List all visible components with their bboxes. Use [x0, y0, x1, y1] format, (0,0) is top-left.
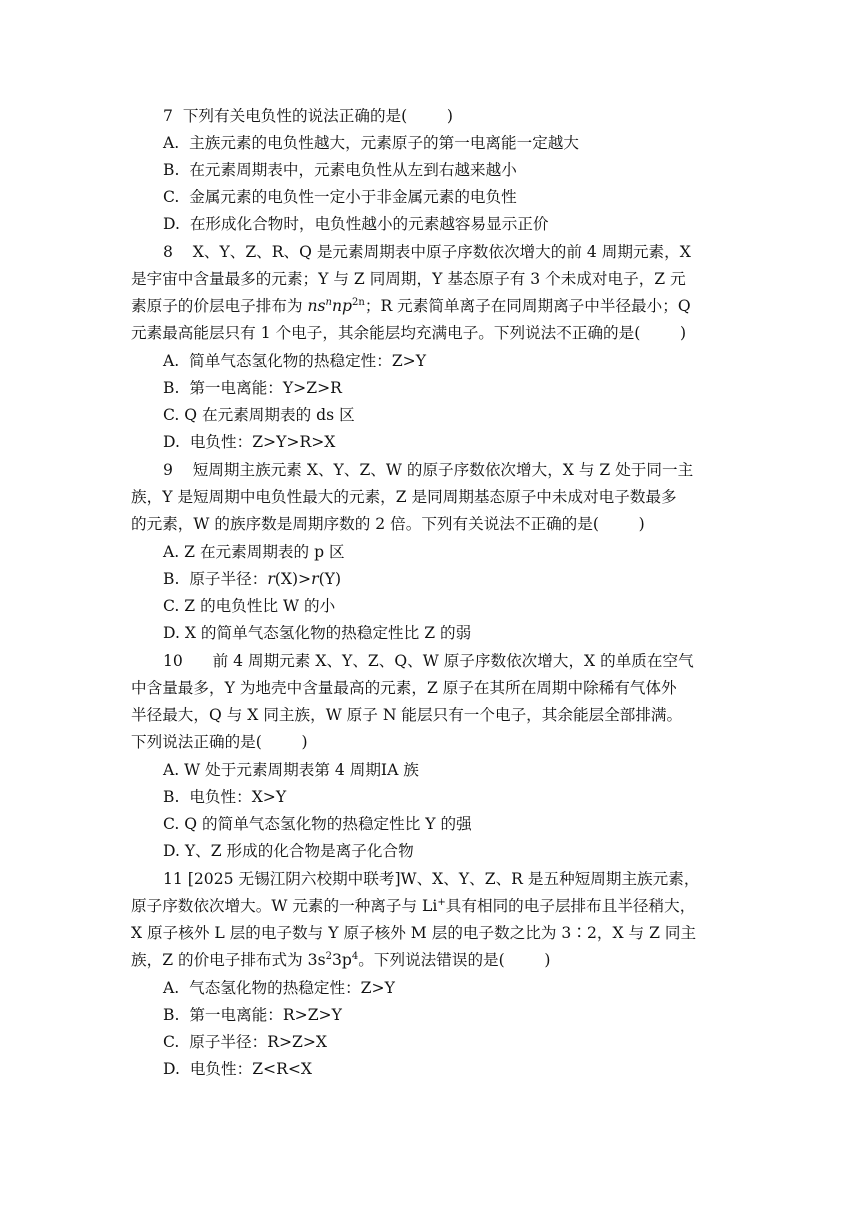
q9-option-b: B. 原子半径：r(X)>r(Y) — [163, 570, 342, 588]
q11-stem-line-4: 族，Z 的价电子排布式为 $3s^23p^4$。下列说法错误的是( ) — [131, 951, 551, 969]
q10-stem-line-4: 下列说法正确的是( ) — [131, 733, 308, 751]
q8-option-a: A. 简单气态氢化物的热稳定性：Z>Y — [163, 352, 427, 370]
q10-option-d: D. Y、Z 形成的化合物是离子化合物 — [163, 842, 414, 860]
q8-stem-line-4: 元素最高能层只有 1 个电子，其余能层均充满电子。下列说法不正确的是( ) — [131, 324, 687, 342]
q9-stem-line-2: 族，Y 是短周期中电负性最大的元素，Z 是同周期基态原子中未成对电子数最多 — [131, 488, 677, 506]
q10-stem-line-3: 半径最大，Q 与 X 同主族，W 原子 N 能层只有一个电子，其余能层全部排满。 — [131, 706, 683, 724]
q8-stem-line-3: 素原子的价层电子排布为 $ns^nnp^{2n}$；R 元素简单离子在同周期离子中半径最小；Q — [131, 297, 691, 315]
q8-option-b: B. 第一电离能：Y>Z>R — [163, 379, 342, 397]
q7-option-c: C. 金属元素的电负性一定小于非金属元素的电负性 — [163, 188, 517, 206]
q7-stem: 7 下列有关电负性的说法正确的是( ) — [163, 107, 453, 125]
q7-option-d: D. 在形成化合物时，电负性越小的元素越容易显示正价 — [163, 215, 549, 233]
q11-stem-line-1: 11 [2025 无锡江阴六校期中联考]W、X、Y、Z、R 是五种短周期主族元素， — [163, 870, 700, 888]
q8-option-d: D. 电负性：Z>Y>R>X — [163, 433, 336, 451]
q11-option-a: A. 气态氢化物的热稳定性：Z>Y — [163, 979, 395, 997]
q10-option-c: C. Q 的简单气态氢化物的热稳定性比 Y 的强 — [163, 815, 472, 833]
q10-stem-line-1: 10 前 4 周期元素 X、Y、Z、Q、W 原子序数依次增大，X 的单质在空气 — [163, 652, 694, 670]
q7-option-a: A. 主族元素的电负性越大，元素原子的第一电离能一定越大 — [163, 134, 579, 152]
q11-stem-line-2: 原子序数依次增大。W 元素的一种离子与 Li+具有相同的电子层排布且半径稍大， — [131, 897, 696, 915]
q11-option-c: C. 原子半径：R>Z>X — [163, 1033, 328, 1051]
q9-option-d: D. X 的简单气态氢化物的热稳定性比 Z 的弱 — [163, 624, 472, 642]
q8-stem-line-2: 是宇宙中含量最多的元素；Y 与 Z 同周期，Y 基态原子有 3 个未成对电子，Z 元 — [131, 270, 686, 288]
q11-option-d: D. 电负性：Z<R<X — [163, 1060, 313, 1078]
q11-stem-line-3: X 原子核外 L 层的电子数与 Y 原子核外 M 层的电子数之比为 3∶2，X 与 Z 同主 — [131, 924, 697, 942]
q10-stem-line-2: 中含量最多，Y 为地壳中含量最高的元素，Z 原子在其所在周期中除稀有气体外 — [131, 679, 677, 697]
q9-stem-line-3: 的元素，W 的族序数是周期序数的 2 倍。下列有关说法不正确的是( ) — [131, 515, 645, 533]
q9-option-c: C. Z 的电负性比 W 的小 — [163, 597, 336, 615]
q8-stem-line-1: 8 X、Y、Z、R、Q 是元素周期表中原子序数依次增大的前 4 周期元素，X — [163, 243, 691, 261]
q10-option-b: B. 电负性：X>Y — [163, 788, 287, 806]
q9-stem-line-1: 9 短周期主族元素 X、Y、Z、W 的原子序数依次增大，X 与 Z 处于同一主 — [163, 461, 694, 479]
q8-option-c: C. Q 在元素周期表的 ds 区 — [163, 406, 355, 424]
q7-option-b: B. 在元素周期表中，元素电负性从左到右越来越小 — [163, 161, 517, 179]
q11-option-b: B. 第一电离能：R>Z>Y — [163, 1006, 342, 1024]
q10-option-a: A. W 处于元素周期表第 4 周期ⅠA 族 — [163, 761, 419, 779]
q9-option-a: A. Z 在元素周期表的 p 区 — [163, 543, 345, 561]
